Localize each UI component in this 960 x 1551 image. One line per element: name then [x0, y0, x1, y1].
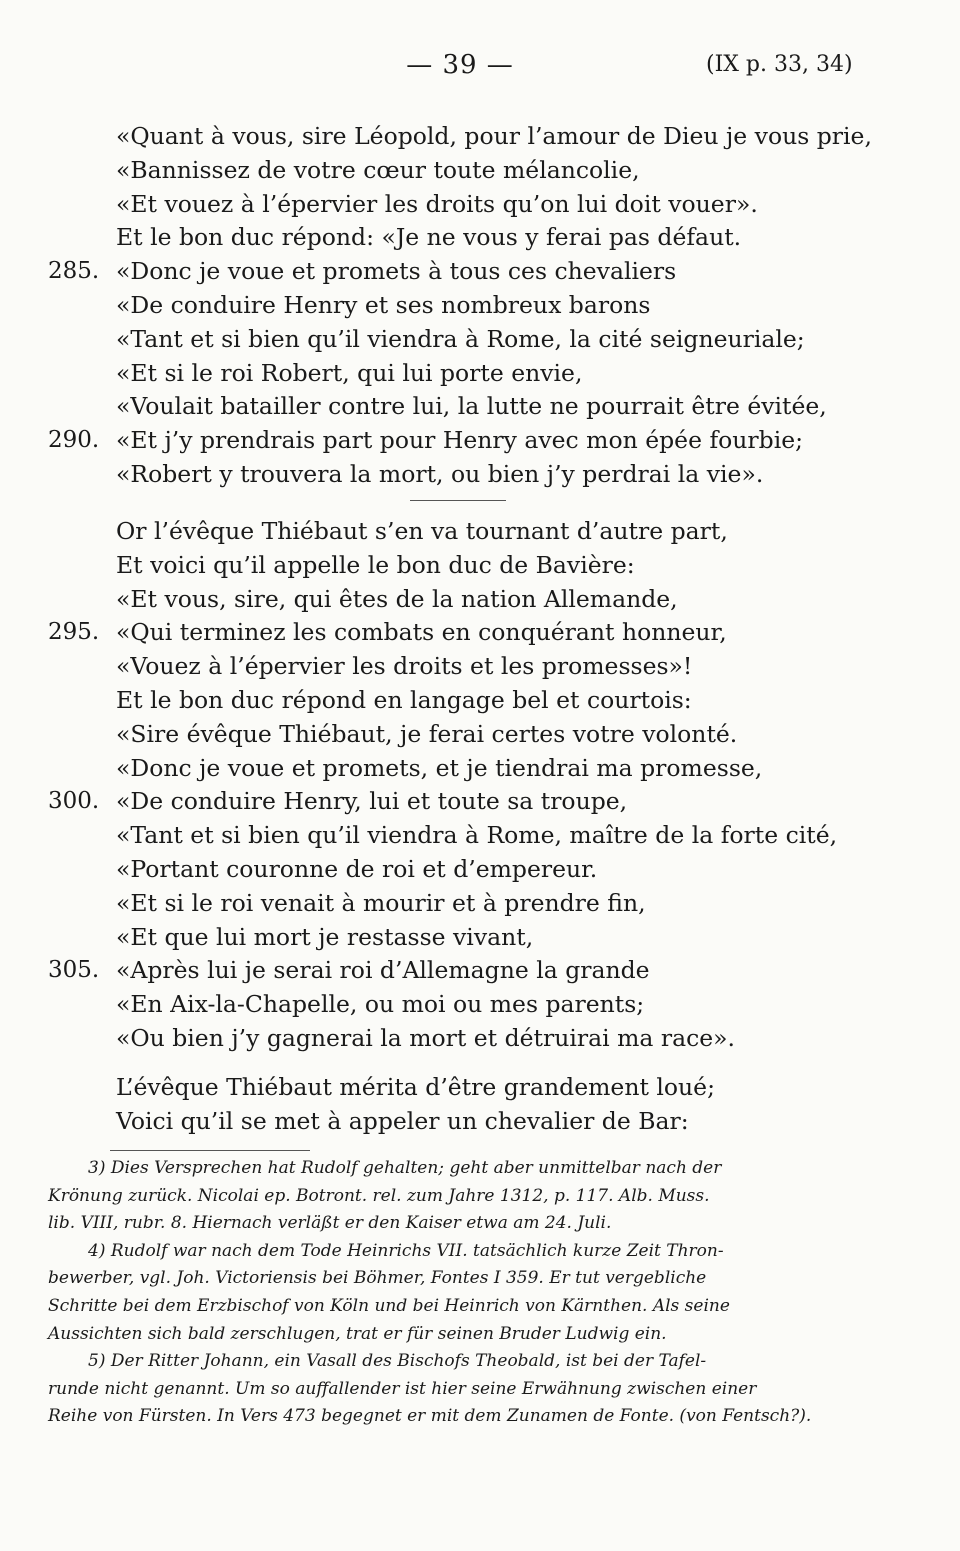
verse-text: «Et que lui mort je restasse vivant, [116, 922, 534, 951]
verse-number: 295. [48, 619, 100, 646]
page-header [0, 50, 960, 90]
verse-line [0, 549, 960, 583]
verse-text: «Ou bien j’y gagnerai la mort et détruirai ma race». [116, 1023, 736, 1052]
verse-line [0, 188, 960, 222]
verse-text: «Donc je voue et promets à tous ces chevaliers [116, 257, 677, 286]
verse-text: Voici qu’il se met à appeler un chevalier de Bar: [116, 1106, 689, 1135]
verse-line [0, 390, 960, 424]
verse-text: «Qui terminez les combats en conquérant honneur, [116, 618, 727, 647]
verse-line [0, 819, 960, 853]
verse-text: «Et vouez à l’épervier les droits qu’on lui doit vouer». [116, 189, 758, 218]
verse-text: Et le bon duc répond: «Je ne vous y ferai pas défaut. [116, 223, 742, 252]
page-reference: (IX p. 33, 34) [706, 52, 853, 77]
verse-line [0, 1105, 960, 1139]
footnote-line: lib. VIII, rubr. 8. Hiernach verläßt er den Kaiser etwa am 24. Juli. [48, 1213, 612, 1234]
footnote-line: runde nicht genannt. Um so auffallender ist hier seine Erwähnung zwischen einer [48, 1378, 757, 1399]
verse-text: «Portant couronne de roi et d’empereur. [116, 854, 598, 883]
verse-line [0, 289, 960, 323]
verse-text: Or l’évêque Thiébaut s’en va tournant d’autre part, [116, 517, 728, 545]
verse-text: «Et si le roi Robert, qui lui porte envie, [116, 358, 583, 387]
stanza-1 [0, 120, 960, 492]
verse-line [0, 853, 960, 887]
footnote-line: 4) Rudolf war nach dem Tode Heinrichs VII. tatsächlich kurze Zeit Thron- [88, 1240, 724, 1261]
verse-line [0, 718, 960, 752]
stanza-2 [0, 515, 960, 1056]
footnotes [48, 1155, 870, 1431]
verse-number: 300. [48, 788, 100, 815]
verse-line [0, 255, 960, 289]
verse-text: «Et j’y prendrais part pour Henry avec mon épée fourbie; [116, 426, 804, 455]
verse-line [0, 357, 960, 391]
verse-text: «Et vous, sire, qui êtes de la nation Allemande, [116, 584, 678, 613]
verse-text: «Voulait batailler contre lui, la lutte ne pourrait être évitée, [116, 392, 827, 421]
verse-text: «De conduire Henry et ses nombreux barons [116, 290, 651, 319]
verse-line [0, 154, 960, 188]
verse-text: «Sire évêque Thiébaut, je ferai certes votre volonté. [116, 719, 738, 748]
verse-number: 285. [48, 258, 100, 285]
verse-text: «Tant et si bien qu’il viendra à Rome, la cité seigneuriale; [116, 324, 805, 353]
verse-line [0, 954, 960, 988]
footnote-line: bewerber, vgl. Joh. Victoriensis bei Böhmer, Fontes I 359. Er tut vergebliche [48, 1268, 707, 1289]
verse-line [0, 684, 960, 718]
footnote-line: Aussichten sich bald zerschlugen, trat er für seinen Bruder Ludwig ein. [48, 1323, 667, 1344]
verse-text: Et le bon duc répond en langage bel et courtois: [116, 685, 692, 714]
verse-line [0, 785, 960, 819]
verse-line [0, 921, 960, 955]
verse-line [0, 1022, 960, 1056]
verse-line [0, 221, 960, 255]
verse-text: «Après lui je serai roi d’Allemagne la grande [116, 956, 650, 985]
footnote-line: 5) Der Ritter Johann, ein Vasall des Bischofs Theobald, ist bei der Tafel- [88, 1351, 707, 1372]
verse-text: Et voici qu’il appelle le bon duc de Bavière: [116, 550, 635, 579]
verse-text: L’évêque Thiébaut mérita d’être grandement loué; [116, 1073, 715, 1101]
verse-text: «Bannissez de votre cœur toute mélancolie, [116, 155, 640, 184]
verse-text: «Quant à vous, sire Léopold, pour l’amour de Dieu je vous prie, [116, 122, 872, 150]
verse-line [0, 650, 960, 684]
verse-line [0, 583, 960, 617]
verse-line [0, 887, 960, 921]
verse-text: «Et si le roi venait à mourir et à prendre fin, [116, 888, 646, 917]
verse-text: «Robert y trouvera la mort, ou bien j’y perdrai la vie». [116, 459, 764, 488]
footnote-line: 3) Dies Versprechen hat Rudolf gehalten; geht aber unmittelbar nach der [88, 1158, 722, 1178]
verse-line [0, 323, 960, 357]
verse-line [0, 424, 960, 458]
verse-line [0, 458, 960, 492]
verse-number: 290. [48, 427, 100, 454]
footnote-rule [110, 1150, 310, 1151]
verse-line [0, 120, 960, 154]
footnote-line: Krönung zurück. Nicolai ep. Botront. rel. zum Jahre 1312, p. 117. Alb. Muss. [48, 1185, 710, 1206]
verse-line [0, 988, 960, 1022]
verse-text: «En Aix-la-Chapelle, ou moi ou mes parents; [116, 990, 645, 1019]
verse-line [0, 515, 960, 549]
footnote-line: Reihe von Fürsten. In Vers 473 begegnet er mit dem Zunamen de Fonte. (von Fentsch?). [48, 1406, 812, 1427]
verse-line [0, 1071, 960, 1105]
verse-line [0, 616, 960, 650]
verse-number: 305. [48, 957, 100, 984]
verse-text: «Vouez à l’épervier les droits et les promesses»! [116, 652, 693, 681]
verse-line [0, 752, 960, 786]
verse-text: «De conduire Henry, lui et toute sa troupe, [116, 787, 628, 816]
footnote-line: Schritte bei dem Erzbischof von Köln und bei Heinrich von Kärnthen. Als seine [48, 1295, 730, 1316]
verse-text: «Tant et si bien qu’il viendra à Rome, maître de la forte cité, [116, 821, 838, 850]
stanza-separator [410, 500, 506, 501]
verse-text: «Donc je voue et promets, et je tiendrai ma promesse, [116, 753, 763, 782]
stanza-3 [0, 1071, 960, 1139]
page-number: — 39 — [406, 50, 514, 80]
